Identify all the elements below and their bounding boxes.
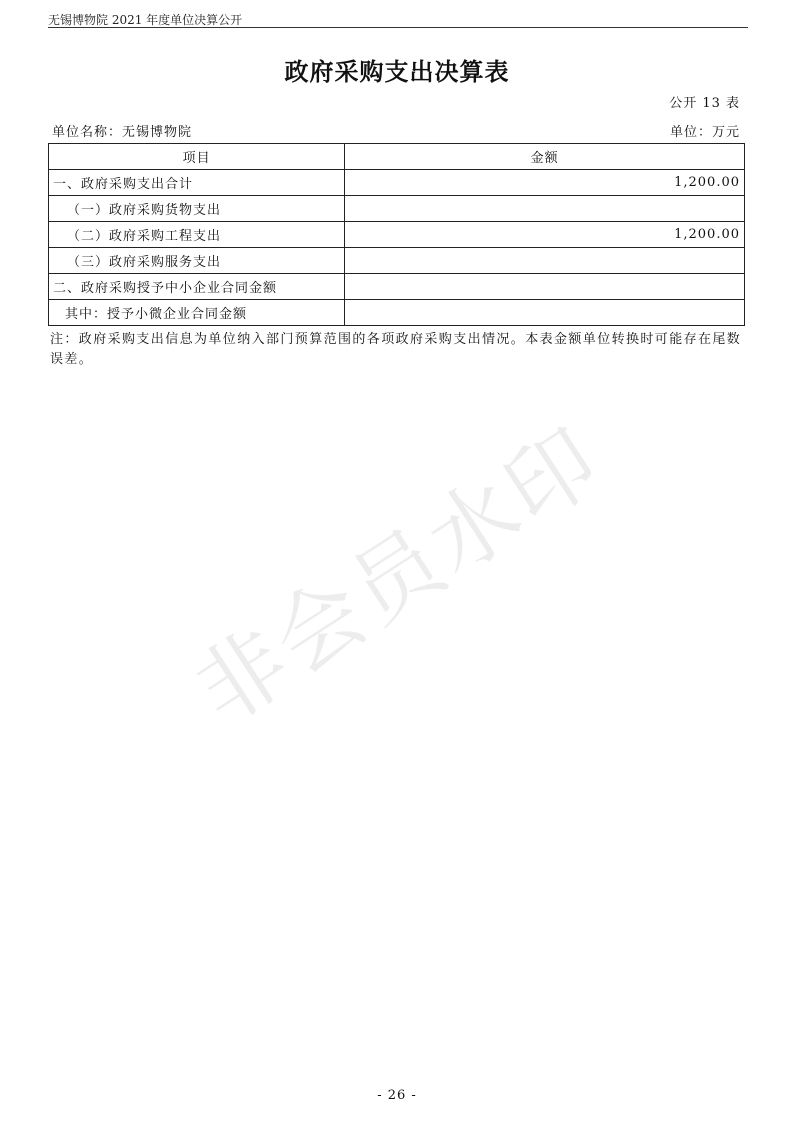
unit-label: 单位：万元 <box>669 125 740 140</box>
row-amount <box>345 300 745 326</box>
row-item: （一）政府采购货物支出 <box>49 196 345 222</box>
row-amount <box>345 196 745 222</box>
table-note: 注：政府采购支出信息为单位纳入部门预算范围的各项政府采购支出情况。本表金额单位转换时可能存在尾数误差。 <box>50 332 742 367</box>
row-amount: 1,200.00 <box>345 222 745 248</box>
table-row <box>49 170 745 196</box>
table-row <box>49 222 745 248</box>
row-item: 二、政府采购授予中小企业合同金额 <box>49 274 345 300</box>
row-item: （三）政府采购服务支出 <box>49 248 345 274</box>
header-divider <box>48 27 748 28</box>
procurement-table <box>48 143 745 326</box>
column-header-amount: 金额 <box>345 144 745 170</box>
row-item: 其中：授予小微企业合同金额 <box>49 300 345 326</box>
page-number: - 26 - <box>377 1088 417 1103</box>
unit-name: 单位名称：无锡博物院 <box>52 125 193 140</box>
row-amount: 1,200.00 <box>345 170 745 196</box>
table-row <box>49 300 745 326</box>
table-row <box>49 196 745 222</box>
page-title: 政府采购支出决算表 <box>284 58 510 86</box>
table-row <box>49 274 745 300</box>
row-item: （二）政府采购工程支出 <box>49 222 345 248</box>
row-item: 一、政府采购支出合计 <box>49 170 345 196</box>
watermark: 非会员水印 <box>177 406 620 744</box>
row-amount <box>345 248 745 274</box>
column-header-item: 项目 <box>49 144 345 170</box>
row-amount <box>345 274 745 300</box>
table-header-row <box>49 144 745 170</box>
table-row <box>49 248 745 274</box>
running-header: 无锡博物院 2021 年度单位决算公开 <box>48 13 243 27</box>
table-number: 公开 13 表 <box>669 96 740 111</box>
